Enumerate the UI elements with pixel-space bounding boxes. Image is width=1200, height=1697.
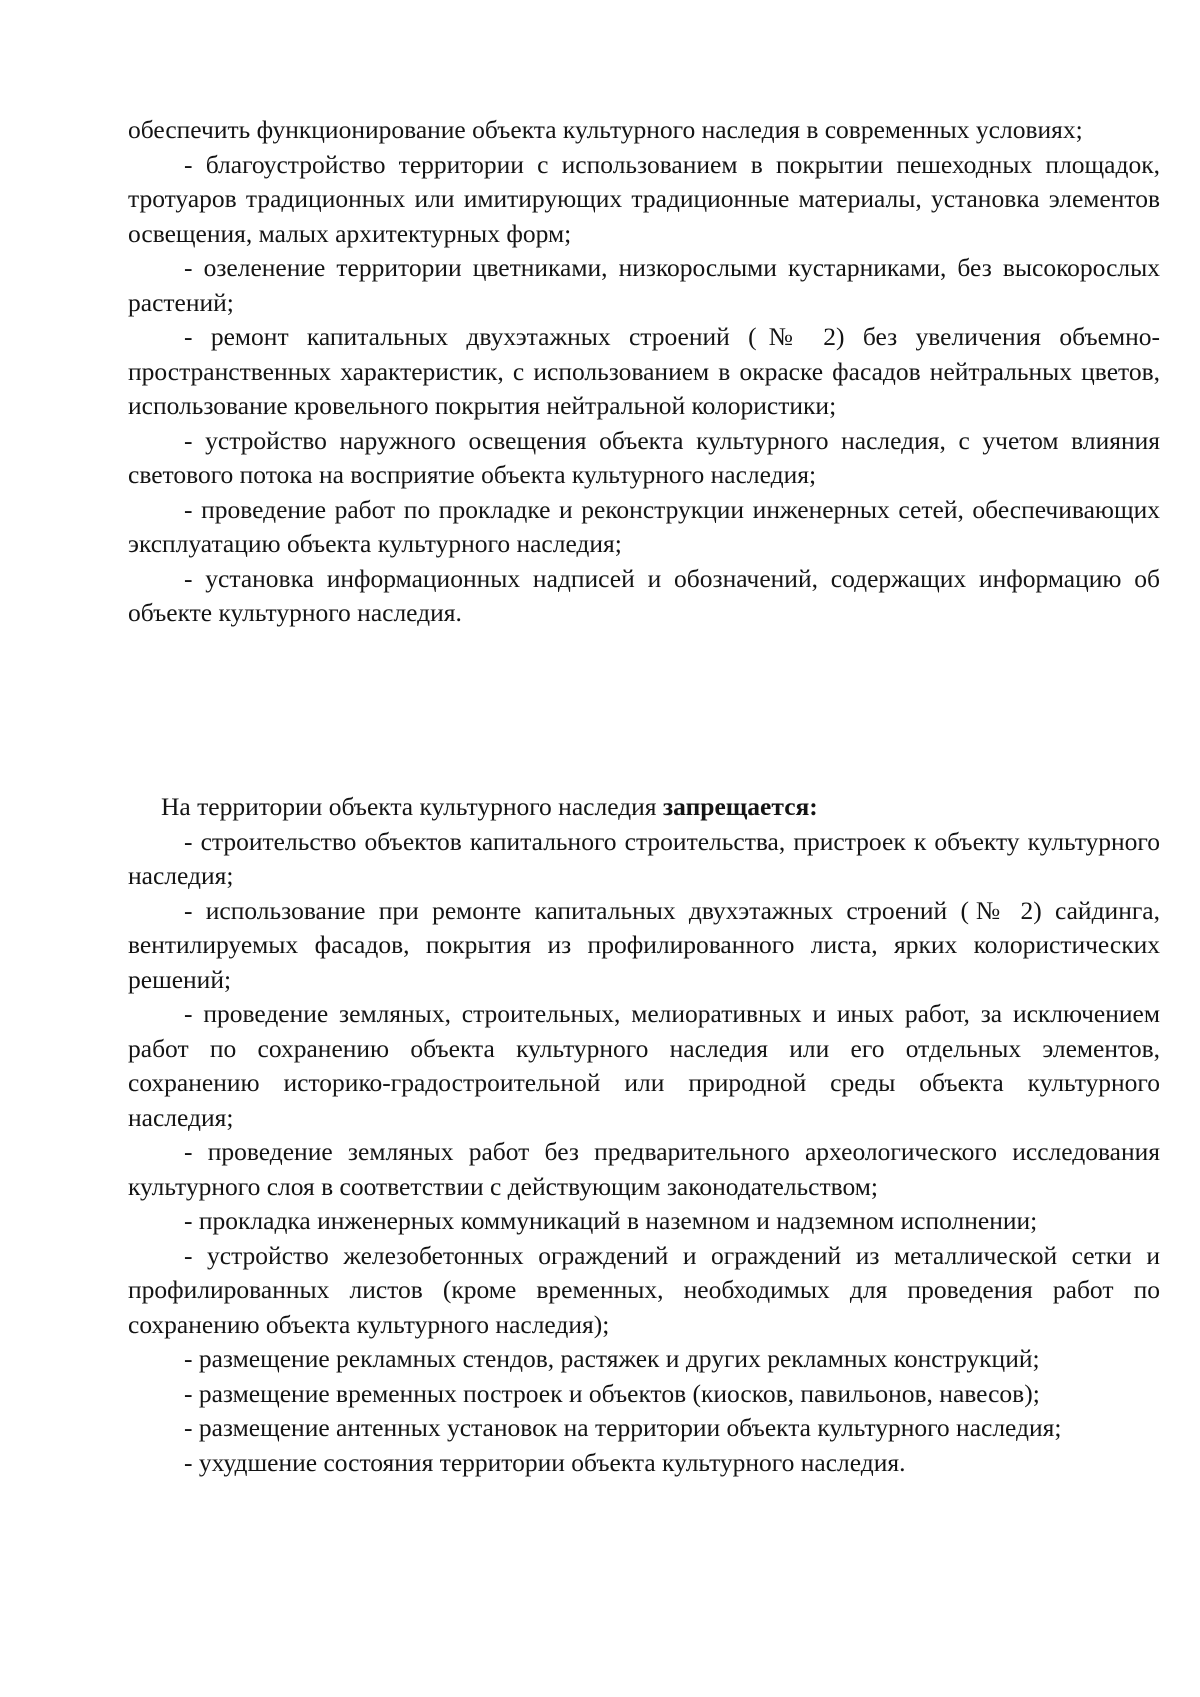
paragraph-continuation: обеспечить функционирование объекта культурного наследия в современных условиях; [128,115,1083,144]
list-item-greening: - озеленение территории цветниками, низкорослыми кустарниками, без высокорослых растений; [128,253,1160,317]
list-item-construction: - строительство объектов капитального строительства, пристроек к объекту культурного наследия; [128,826,1160,890]
heading-bold-text: запрещается: [662,792,818,821]
heading-text: На территории объекта культурного наследия [161,792,663,821]
list-item-advertising: - размещение рекламных стендов, растяжек и других рекламных конструкций; [184,1344,1040,1373]
prohibited-works-section [128,790,1160,1480]
list-item-archaeology: - проведение земляных работ без предварительного археологического исследования культурного слоя в соответствии с действующим законодательством; [128,1137,1160,1201]
list-item-communications: - прокладка инженерных коммуникаций в наземном и надземном исполнении; [184,1206,1038,1235]
list-item-temporary-buildings: - размещение временных построек и объектов (киосков, павильонов, навесов); [184,1378,1040,1408]
list-item-engineering-networks: - проведение работ по прокладке и реконструкции инженерных сетей, обеспечивающих эксплуатацию объекта культурного наследия; [128,494,1160,558]
list-item-earthworks: - проведение земляных, строительных, мелиоративных и иных работ, за исключением работ по сохранению объекта культурного наследия или его отдельных элементов, сохранению историко-градостроительной или природной среды объекта культурного наследия; [128,999,1160,1132]
section-heading [128,790,1160,825]
list-item-fences: - устройство железобетонных ограждений и ограждений из металлической сетки и профилированных листов (кроме временных, необходимых для проведения работ по сохранению объекта культурного наследия); [128,1240,1160,1339]
list-item-antennas: - размещение антенных установок на территории объекта культурного наследия; [184,1413,1062,1442]
list-item-siding: - использование при ремонте капитальных двухэтажных строений (№ 2) сайдинга, вентилируемых фасадов, покрытия из профилированного листа, ярких колористических решений; [128,895,1160,994]
permitted-works-section [128,113,1160,631]
list-item-information-signs: - установка информационных надписей и обозначений, содержащих информацию об объекте культурного наследия. [128,563,1160,627]
list-item-landscaping: - благоустройство территории с использованием в покрытии пешеходных площадок, тротуаров традиционных или имитирующих традиционные материалы, установка элементов освещения, малых архитектурных форм; [128,149,1160,248]
list-item-deterioration: - ухудшение состояния территории объекта культурного наследия. [184,1447,906,1477]
list-item-repair: - ремонт капитальных двухэтажных строений (№ 2) без увеличения объемно-пространственных характеристик, с использованием в окраске фасадов нейтральных цветов, использование кровельного покрытия нейтральной колористики; [128,322,1160,420]
list-item-lighting: - устройство наружного освещения объекта культурного наследия, с учетом влияния светового потока на восприятие объекта культурного наследия; [128,425,1160,489]
